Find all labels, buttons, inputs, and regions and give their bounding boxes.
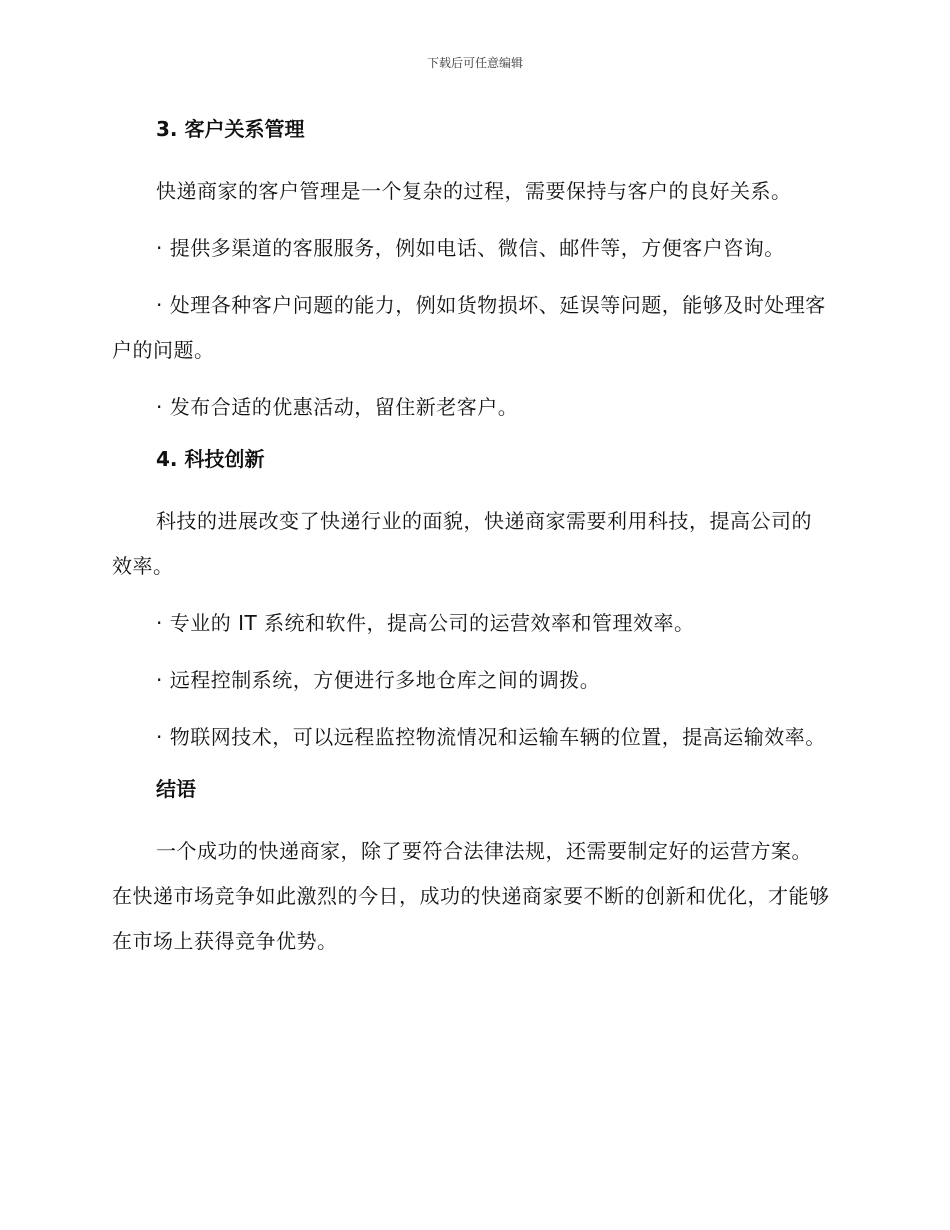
section-heading: 4. 科技创新	[156, 447, 265, 471]
section-customer-relations	[112, 112, 832, 430]
paragraph: 科技的进展改变了快递行业的面貌，快递商家需要利用科技，提高公司的效率。	[112, 509, 812, 578]
section-tech-innovation	[112, 442, 832, 760]
section-heading: 结语	[156, 777, 196, 801]
header-note: 下载后可任意编辑	[426, 56, 523, 70]
paragraph: 快递商家的客户管理是一个复杂的过程，需要保持与客户的良好关系。	[156, 179, 792, 203]
section-heading: 3. 客户关系管理	[156, 117, 305, 141]
paragraph: 一个成功的快递商家，除了要符合法律法规，还需要制定好的运营方案。在快递市场竞争如此激烈的今日，成功的快递商家要不断的创新和优化，才能够在市场上获得竞争优势。	[112, 839, 830, 953]
bullet-item: · 物联网技术，可以远程监控物流情况和运输车辆的位置，提高运输效率。	[156, 725, 826, 749]
document-body	[112, 112, 832, 976]
bullet-item: · 远程控制系统，方便进行多地仓库之间的调拨。	[156, 668, 601, 692]
bullet-item: · 处理各种客户问题的能力，例如货物损坏、延误等问题，能够及时处理客户的问题。	[112, 293, 826, 362]
bullet-item: · 发布合适的优惠活动，留住新老客户。	[156, 395, 519, 419]
section-conclusion	[112, 772, 832, 964]
bullet-item: · 提供多渠道的客服服务，例如电话、微信、邮件等，方便客户咨询。	[156, 236, 785, 260]
bullet-item: · 专业的 IT 系统和软件，提高公司的运营效率和管理效率。	[156, 611, 695, 635]
